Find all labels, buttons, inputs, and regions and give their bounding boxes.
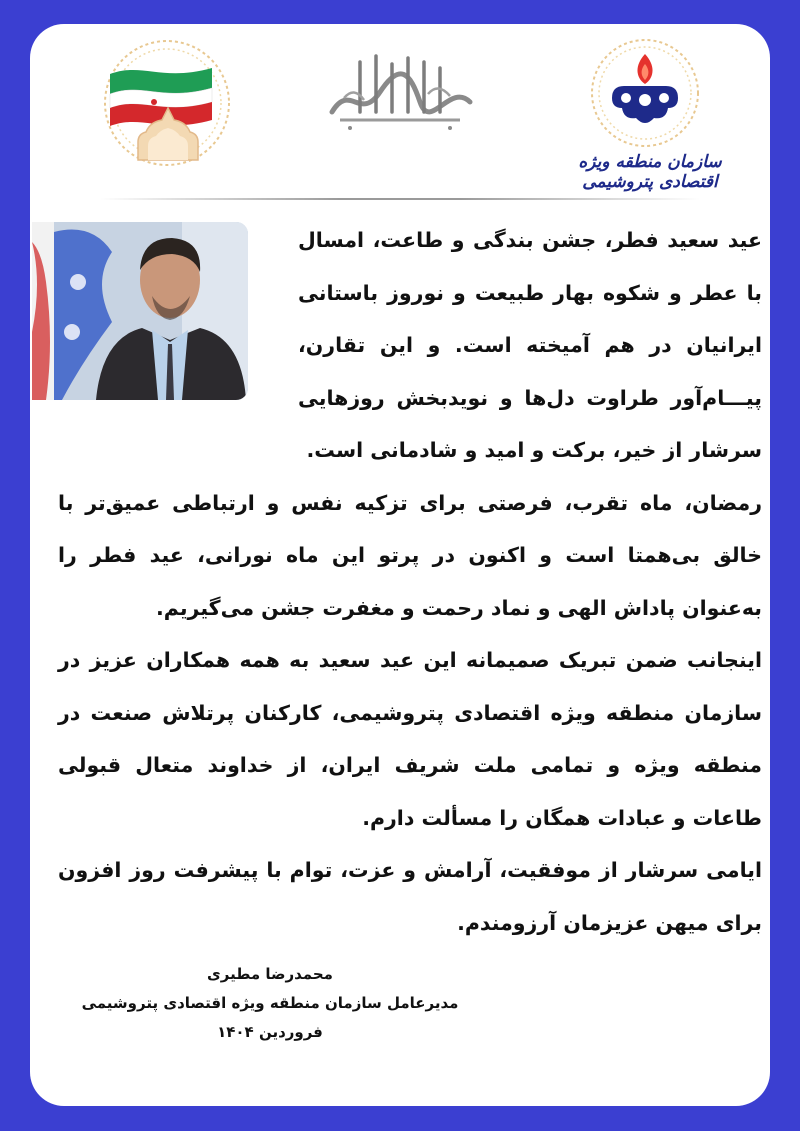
basmala-calligraphy bbox=[320, 42, 480, 134]
header-divider bbox=[100, 198, 700, 200]
message-paragraph: ایامی سرشار از موفقیت، آرامش و عزت، توام با پیشرفت روز افزون برای میهن عزیزمان آرزومندم. bbox=[58, 858, 762, 935]
organization-name: سازمان منطقه ویژه اقتصادی پتروشیمی bbox=[578, 152, 722, 192]
petrochemical-zone-logo bbox=[590, 38, 700, 148]
message-paragraph: اینجانب ضمن تبریک صمیمانه این عید سعید به همه همکاران عزیز در سازمان منطقه ویژه اقتصادی پتروشیمی، کارکنان پرتلاش صنعت در منطقه ویژه و تمامی ملت شریف ایران، از خداوند متعال قبولی طاعات و عبادات همگان را مسألت دارم. bbox=[58, 648, 762, 830]
basmala-icon bbox=[320, 42, 480, 134]
announcement-card bbox=[30, 24, 770, 1106]
message-paragraph: عید سعید فطر، جشن بندگی و طاعت، امسال با عطر و شکوه بهار طبیعت و نوروز باستانی ایرانیان در هم آمیخته است. و این تقارن، پیـــام‌آور طراوت دل‌ها و نویدبخش روزهایی سرشار از خیر، برکت و امید و شادمانی است. bbox=[298, 228, 762, 462]
signature-block bbox=[30, 960, 510, 1047]
signatory-name: محمدرضا مطیری bbox=[207, 965, 333, 983]
message-body bbox=[58, 214, 762, 949]
message-paragraph: رمضان، ماه تقرب، فرصتی برای تزکیه نفس و ارتباطی عمیق‌تر با خالق بی‌همتا است و اکنون در پرتو این ماه نورانی، عید فطر را به‌عنوان پاداش الهی و نماد رحمت و مغفرت جشن می‌گیریم. bbox=[58, 490, 762, 620]
iran-flag-dome-emblem bbox=[102, 38, 232, 168]
signatory-title: مدیرعامل سازمان منطقه ویژه اقتصادی پتروشیمی bbox=[81, 994, 459, 1012]
signature-date: فروردین ۱۴۰۴ bbox=[217, 1023, 323, 1041]
portrait-space bbox=[58, 214, 298, 476]
